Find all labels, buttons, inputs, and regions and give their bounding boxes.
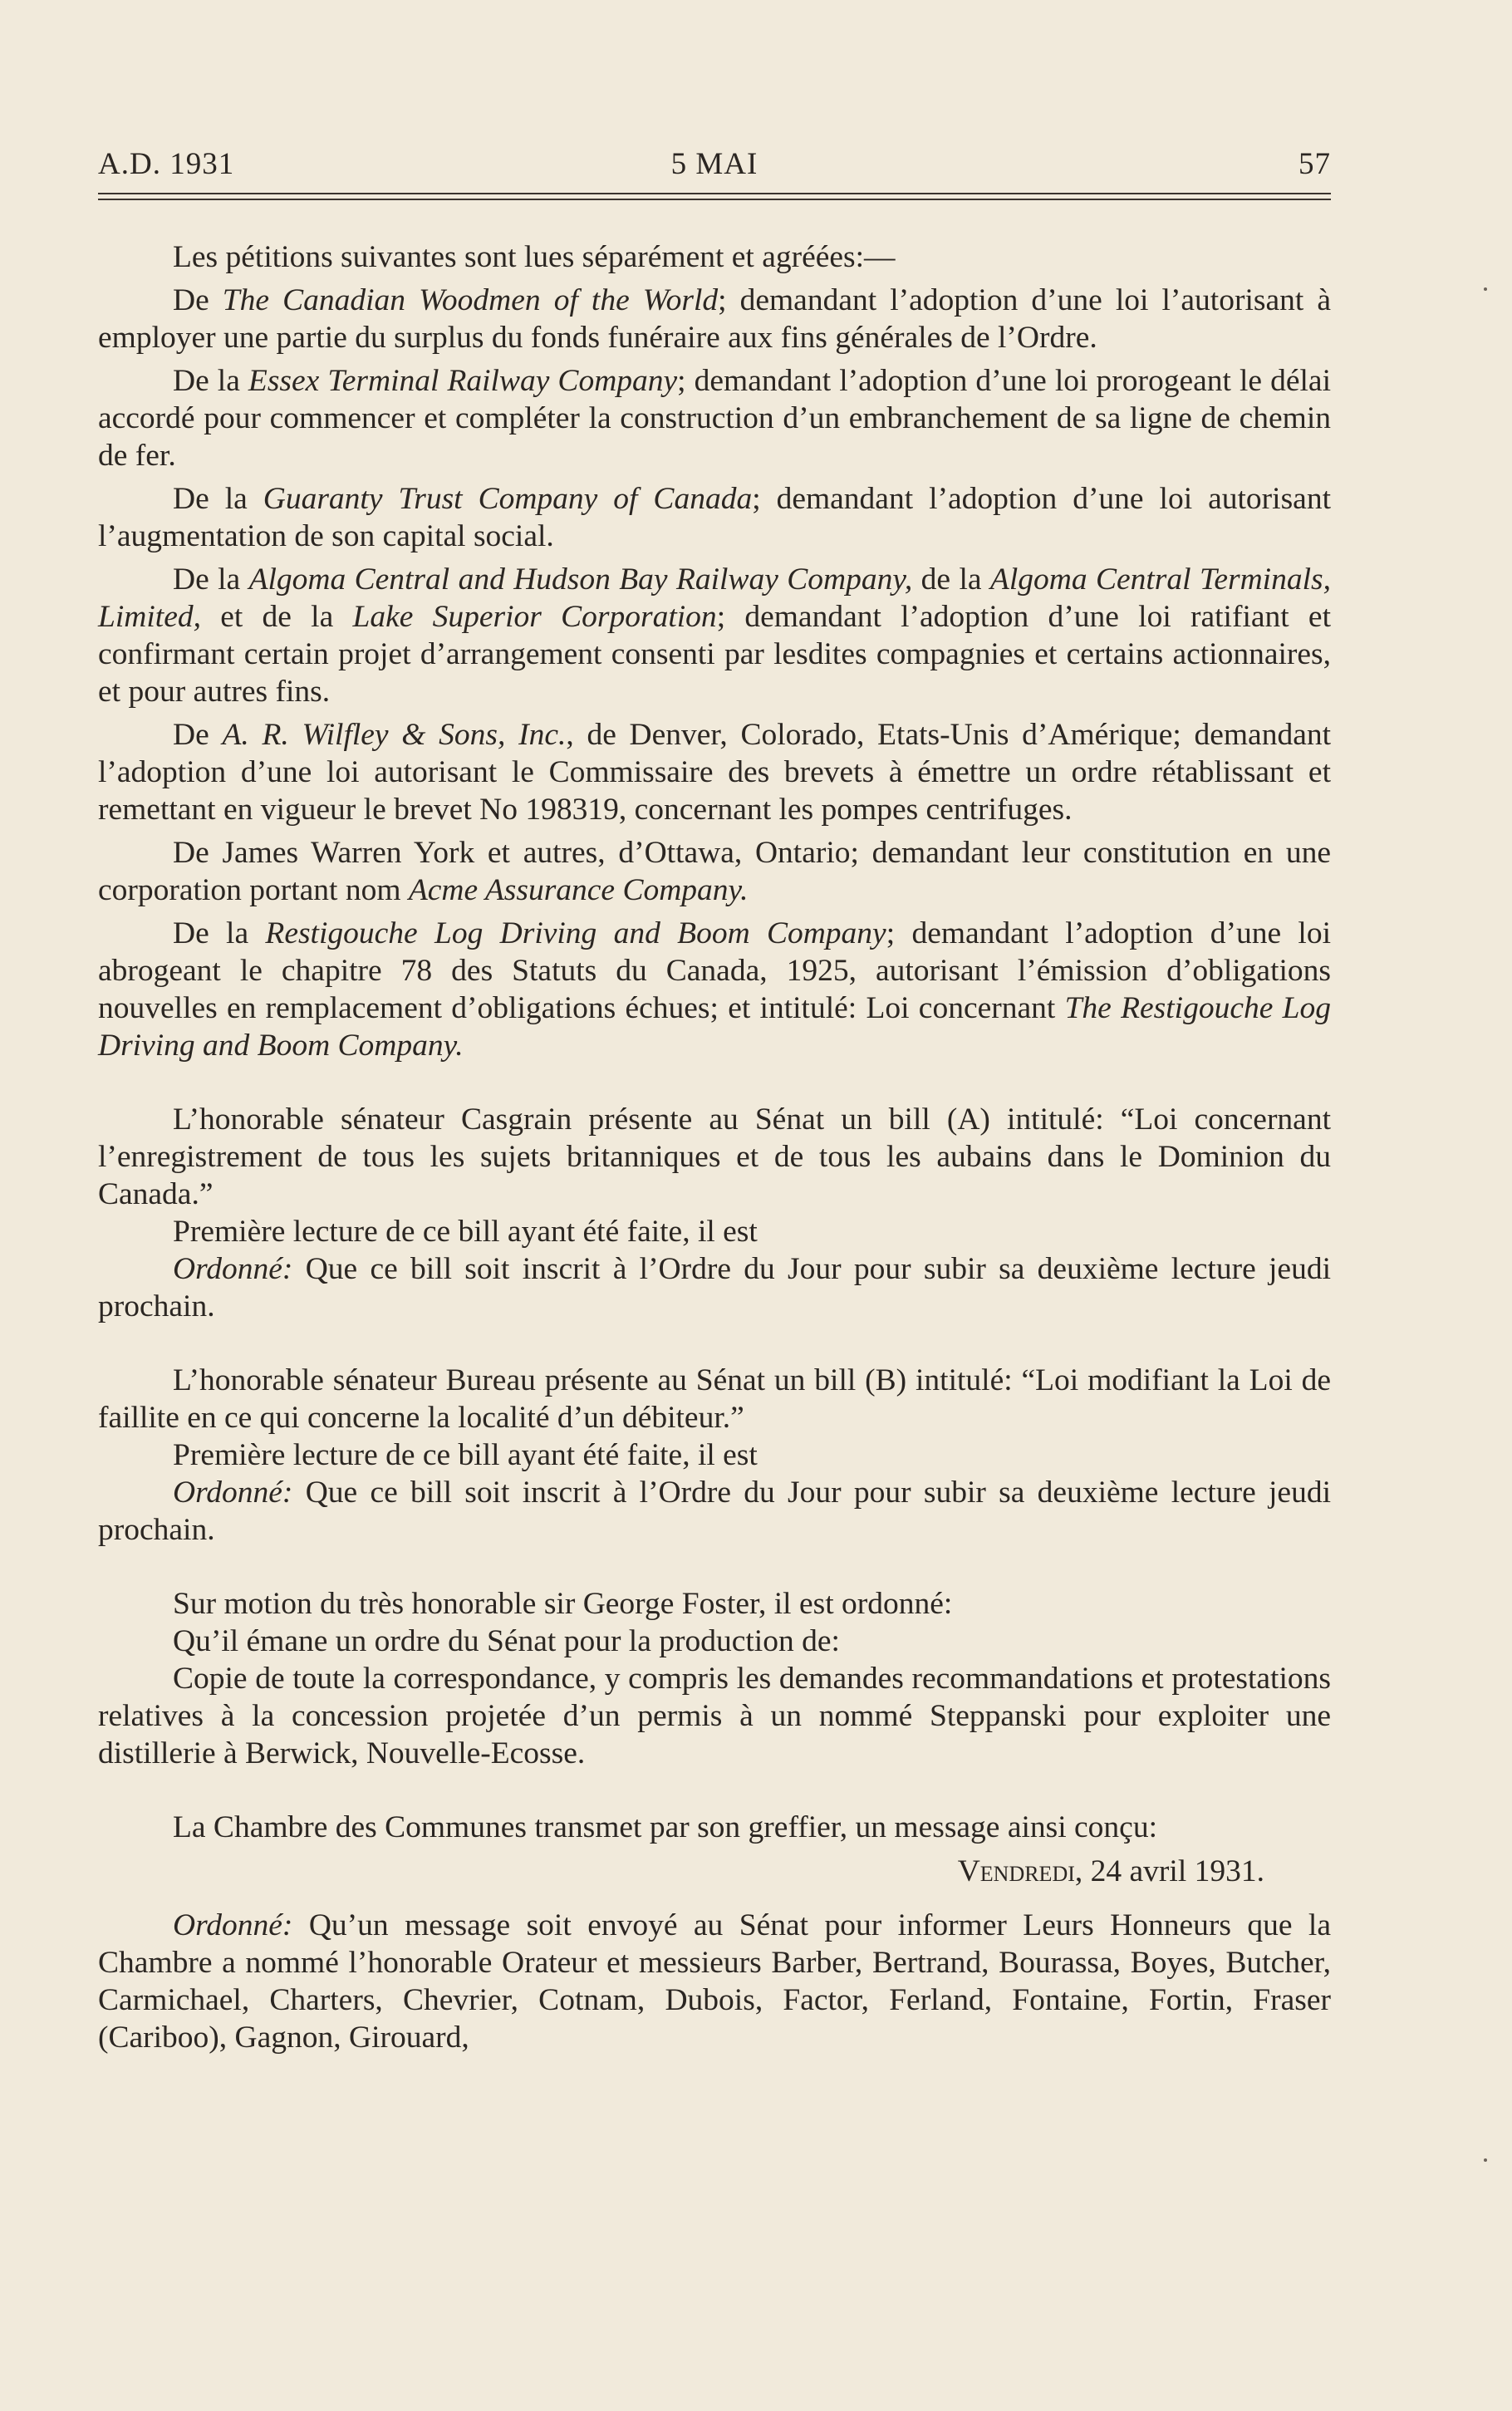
paragraph-bill-a: L’honorable sénateur Casgrain présente au Sénat un bill (A) intitulé: “Loi concernant l’enregistrement de tous les sujets britanniques et de tous les aubains dans le Dominion du Canada.” [98, 1102, 1331, 1211]
paragraph-bill-b-reading: Première lecture de ce bill ayant été faite, il est [173, 1438, 758, 1472]
header-date: 5 MAI [670, 147, 758, 181]
paragraph-bill-b: L’honorable sénateur Bureau présente au Sénat un bill (B) intitulé: “Loi modifiant la Loi de faillite en ce qui concerne la localité d’un débiteur.” [98, 1363, 1331, 1435]
page-number: 57 [1298, 147, 1331, 181]
margin-speck [1484, 287, 1487, 291]
paragraph-order-production: Qu’il émane un ordre du Sénat pour la production de: [173, 1624, 840, 1658]
paragraph-message-order: Ordonné: Qu’un message soit envoyé au Sénat pour informer Leurs Honneurs que la Chambre a nommé l’honorable Orateur et messieurs Barber, Bertrand, Bourassa, Boyes, Butcher, Carmichael, Charters, Chevrier, Cotnam, Dubois, Factor, Ferland, Fontaine, Fortin, Fraser (Cariboo), Gagnon, Girouard, [98, 1908, 1331, 2055]
paragraph-petition-york: De James Warren York et autres, d’Ottawa, Ontario; demandant leur constitution en une corporation portant nom Acme Assurance Company. [98, 836, 1331, 907]
paragraph-petition-essex: De la Essex Terminal Railway Company; demandant l’adoption d’une loi prorogeant le délai accordé pour commencer et compléter la construction d’un embranchement de sa ligne de chemin de fer. [98, 364, 1331, 473]
paragraph-commons-message: La Chambre des Communes transmet par son greffier, un message ainsi conçu: [173, 1810, 1157, 1844]
paragraph-petition-restigouche: De la Restigouche Log Driving and Boom Company; demandant l’adoption d’une loi abrogeant le chapitre 78 des Statuts du Canada, 1925, autorisant l’émission d’obligations nouvelles en remplacement d’obligations échues; et intitulé: Loi concernant The Restigouche Log Driving and Boom Company. [98, 916, 1331, 1063]
paragraph-foster-motion: Sur motion du très honorable sir George Foster, il est ordonné: [173, 1587, 953, 1621]
paragraph-petition-woodmen: De The Canadian Woodmen of the World; demandant l’adoption d’une loi l’autorisant à employer une partie du surplus du fonds funéraire aux fins générales de l’Ordre. [98, 283, 1331, 355]
paragraph-petitions-intro: Les pétitions suivantes sont lues séparément et agréées:— [173, 240, 896, 274]
paragraph-petition-guaranty: De la Guaranty Trust Company of Canada; demandant l’adoption d’une loi autorisant l’augmentation de son capital social. [98, 482, 1331, 553]
document-body [98, 238, 1331, 2056]
paragraph-bill-b-order: Ordonné: Que ce bill soit inscrit à l’Ordre du Jour pour subir sa deuxième lecture jeudi prochain. [98, 1476, 1331, 1547]
paragraph-petition-wilfley: De A. R. Wilfley & Sons, Inc., de Denver, Colorado, Etats-Unis d’Amérique; demandant l’adoption d’une loi autorisant le Commissaire des brevets à émettre un ordre rétablissant et remettant en vigueur le brevet No 198319, concernant les pompes centrifuges. [98, 718, 1332, 827]
paragraph-bill-a-reading: Première lecture de ce bill ayant été faite, il est [173, 1215, 758, 1249]
paragraph-petition-algoma: De la Algoma Central and Hudson Bay Railway Company, de la Algoma Central Terminals, Limited, et de la Lake Superior Corporation; demandant l’adoption d’une loi ratifiant et confirmant certain projet d’arrangement consenti par lesdites compagnies et certains actionnaires, et pour autres fins. [98, 562, 1331, 709]
running-head [98, 133, 1331, 183]
message-dateline: Vendredi, 24 avril 1931. [957, 1854, 1264, 1888]
header-year: A.D. 1931 [98, 147, 235, 181]
paragraph-bill-a-order: Ordonné: Que ce bill soit inscrit à l’Ordre du Jour pour subir sa deuxième lecture jeudi prochain. [98, 1252, 1331, 1323]
paragraph-correspondence-copy: Copie de toute la correspondance, y compris les demandes recommandations et protestations relatives à la concession projetée d’un permis à un nommé Steppanski pour exploiter une distillerie à Berwick, Nouvelle-Ecosse. [98, 1662, 1331, 1770]
header-double-rule [98, 193, 1331, 200]
margin-speck [1484, 2158, 1487, 2162]
